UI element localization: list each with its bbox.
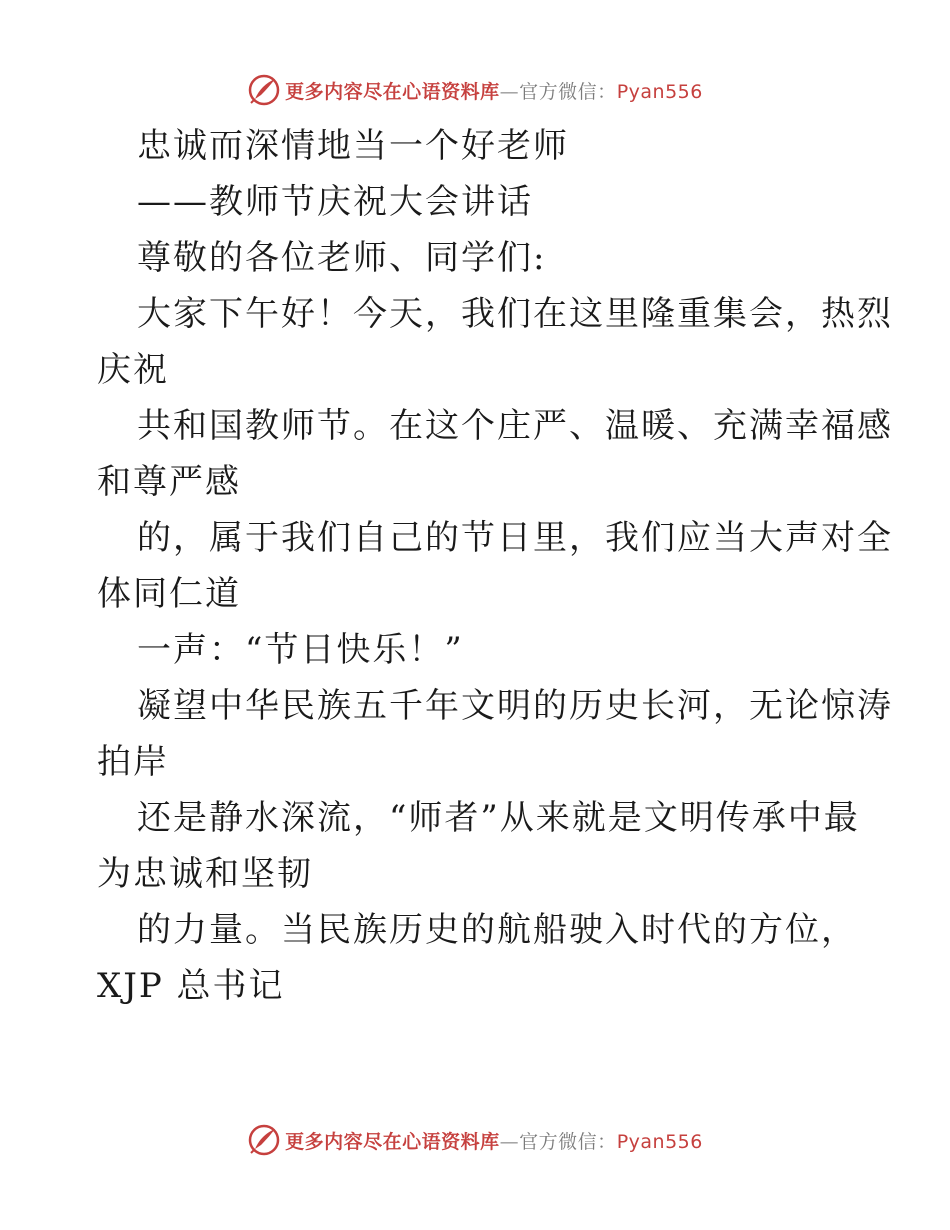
paragraph-line: 大家下午好！今天，我们在这里隆重集会，热烈 <box>137 294 893 334</box>
watermark-official-label: 官方微信： <box>519 1130 617 1153</box>
paragraph-line: 庆祝 <box>97 350 169 390</box>
document-body <box>97 118 893 1014</box>
watermark-main-text: 更多内容尽在心语资料库 <box>285 80 500 103</box>
watermark-separator: — <box>499 1130 520 1153</box>
watermark-official-label: 官方微信： <box>519 80 617 103</box>
paragraph-line: 的力量。当民族历史的航船驶入时代的方位， <box>137 910 857 950</box>
watermark-separator: — <box>499 80 520 103</box>
paragraph-line: 凝望中华民族五千年文明的历史长河，无论惊涛 <box>137 686 893 726</box>
paragraph-line: 共和国教师节。在这个庄严、温暖、充满幸福感 <box>137 406 893 446</box>
paragraph-line: XJP 总书记 <box>97 966 285 1006</box>
watermark-wechat-id: Pyan556 <box>616 80 703 103</box>
watermark-footer <box>0 1120 950 1160</box>
paragraph-line: 一声：“节日快乐！” <box>137 630 464 670</box>
paragraph-line: 为忠诚和坚韧 <box>97 854 313 894</box>
watermark-wechat-id: Pyan556 <box>616 1130 703 1153</box>
doc-salutation: 尊敬的各位老师、同学们: <box>137 238 547 278</box>
feather-logo-icon <box>247 73 281 107</box>
watermark-header <box>0 70 950 110</box>
paragraph-line: 的，属于我们自己的节日里，我们应当大声对全 <box>137 518 893 558</box>
doc-subtitle: ——教师节庆祝大会讲话 <box>137 182 533 222</box>
paragraph-line: 拍岸 <box>97 742 169 782</box>
paragraph-line: 体同仁道 <box>97 574 241 614</box>
doc-title: 忠诚而深情地当一个好老师 <box>137 126 569 166</box>
feather-logo-icon <box>247 1123 281 1157</box>
watermark-main-text: 更多内容尽在心语资料库 <box>285 1130 500 1153</box>
paragraph-line: 和尊严感 <box>97 462 241 502</box>
paragraph-line: 还是静水深流，“师者”从来就是文明传承中最 <box>137 798 860 838</box>
